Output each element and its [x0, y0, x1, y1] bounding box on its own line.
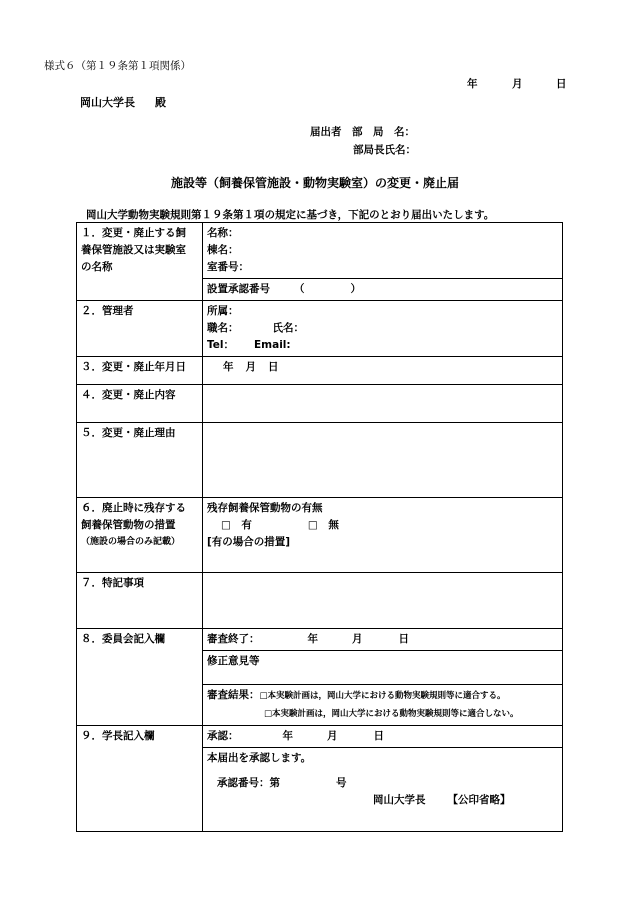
result-ok-checkbox[interactable]: □本実験計画は，岡山大学における動物実験規則等に適合する。: [259, 691, 506, 701]
submitter-department-label: 届出者 部 局 名：: [310, 126, 415, 138]
label-special-notes: ７．特記事項: [77, 573, 203, 629]
paren-close: ）: [350, 283, 361, 295]
position-name-line: [207, 320, 558, 337]
president-title: 岡山大学長: [373, 794, 426, 806]
president-signature-line: [207, 792, 558, 809]
change-year: 年: [223, 361, 234, 373]
building-name-field[interactable]: 棟名：: [207, 244, 239, 256]
row-special-notes: [77, 573, 563, 629]
measures-field[interactable]: [有の場合の措置]: [207, 536, 291, 548]
approval-label: 承認：: [207, 730, 239, 742]
review-end-field[interactable]: [203, 629, 563, 651]
addressee-honorific: 殿: [155, 96, 166, 109]
result-ng-line: [207, 705, 558, 723]
review-month: 月: [352, 633, 363, 645]
approval-text-cell: [203, 748, 563, 832]
yes-no-options: [207, 517, 558, 534]
label-facility-name: [77, 223, 203, 301]
change-month: 月: [245, 361, 256, 373]
change-day: 日: [268, 361, 279, 373]
result-ok-line: [207, 687, 558, 705]
review-year: 年: [307, 633, 318, 645]
row-manager: [77, 301, 563, 357]
approval-month: 月: [327, 730, 338, 742]
paren-open: （: [294, 283, 305, 295]
approval-statement: 本届出を承認します。: [207, 752, 312, 764]
approval-number-field[interactable]: [203, 279, 563, 301]
review-result-fields: [203, 685, 563, 726]
form-number: 様式６（第１９条第１項関係）: [44, 60, 191, 72]
approval-number-suffix: 号: [336, 777, 347, 789]
tel-field[interactable]: Tel：: [207, 339, 234, 351]
notification-form-table: [76, 222, 563, 832]
label-remaining-animals: [77, 498, 203, 573]
label-change-reason: ５．変更・廃止理由: [77, 423, 203, 498]
label-president: ９．学長記入欄: [77, 726, 203, 832]
row-change-date: [77, 357, 563, 385]
label-manager: ２．管理者: [77, 301, 203, 357]
document-title: 施設等（飼養保管施設・動物実験室）の変更・廃止届: [170, 176, 459, 190]
remaining-animals-fields: [203, 498, 563, 573]
row-change-reason: [77, 423, 563, 498]
spacer: [207, 767, 558, 775]
row-remaining-animals: [77, 498, 563, 573]
review-end-label: 審査終了：: [207, 633, 260, 645]
room-number-field[interactable]: 室番号：: [207, 261, 249, 273]
date-year: 年: [467, 78, 478, 90]
approval-date-field[interactable]: [203, 726, 563, 748]
change-reason-field[interactable]: [203, 423, 563, 498]
special-notes-field[interactable]: [203, 573, 563, 629]
change-content-field[interactable]: [203, 385, 563, 423]
label-committee: ８．委員会記入欄: [77, 629, 203, 726]
affiliation-field[interactable]: 所属：: [207, 305, 239, 317]
row-change-content: [77, 385, 563, 423]
label-change-content: ４．変更・廃止内容: [77, 385, 203, 423]
manager-fields: [203, 301, 563, 357]
addressee: 岡山大学長: [80, 96, 135, 109]
remaining-animals-question: 残存飼養保管動物の有無: [207, 502, 323, 514]
approval-year: 年: [282, 730, 293, 742]
facility-name-fields: [203, 223, 563, 279]
label-change-date: ３．変更・廃止年月日: [77, 357, 203, 385]
label-line-2: 飼養保管動物の措置: [81, 519, 176, 531]
label-line-3: の名称: [81, 261, 113, 273]
position-field[interactable]: 職名：: [207, 322, 239, 334]
approval-number-label: 設置承認番号: [207, 283, 270, 295]
approval-number-line: [207, 775, 558, 792]
manager-name-field[interactable]: 氏名：: [272, 322, 304, 334]
approval-day: 日: [373, 730, 384, 742]
result-label: 審査結果：: [207, 689, 260, 701]
contact-line: [207, 337, 558, 354]
date-month: 月: [512, 78, 523, 90]
label-line-1: １．変更・廃止する飼: [81, 227, 186, 239]
review-day: 日: [398, 633, 409, 645]
date-day: 日: [556, 78, 567, 90]
yes-checkbox[interactable]: □ 有: [221, 519, 252, 531]
label-note: （施設の場合のみ記載）: [81, 537, 181, 547]
result-ng-checkbox[interactable]: □本実験計画は，岡山大学における動物実験規則等に適合しない。: [264, 709, 519, 719]
approval-number-label: 承認番号：第: [217, 777, 280, 789]
change-date-field[interactable]: [203, 357, 563, 385]
department-head-label: 部局長氏名：: [353, 144, 416, 156]
row-facility-name: [77, 223, 563, 279]
revision-comments-field[interactable]: 修正意見等: [203, 651, 563, 685]
row-committee-review-end: [77, 629, 563, 651]
email-field[interactable]: Email:: [254, 339, 291, 351]
no-checkbox[interactable]: □ 無: [307, 519, 339, 531]
label-line-2: 養保管施設又は実験室: [81, 244, 186, 256]
facility-name-field[interactable]: 名称：: [207, 227, 239, 239]
label-line-1: ６．廃止時に残存する: [81, 502, 186, 514]
seal-omitted: 【公印省略】: [447, 794, 511, 806]
row-president-approval: [77, 726, 563, 748]
intro-text: 岡山大学動物実験規則第１９条第１項の規定に基づき，下記のとおり届出いたします。: [86, 209, 495, 221]
